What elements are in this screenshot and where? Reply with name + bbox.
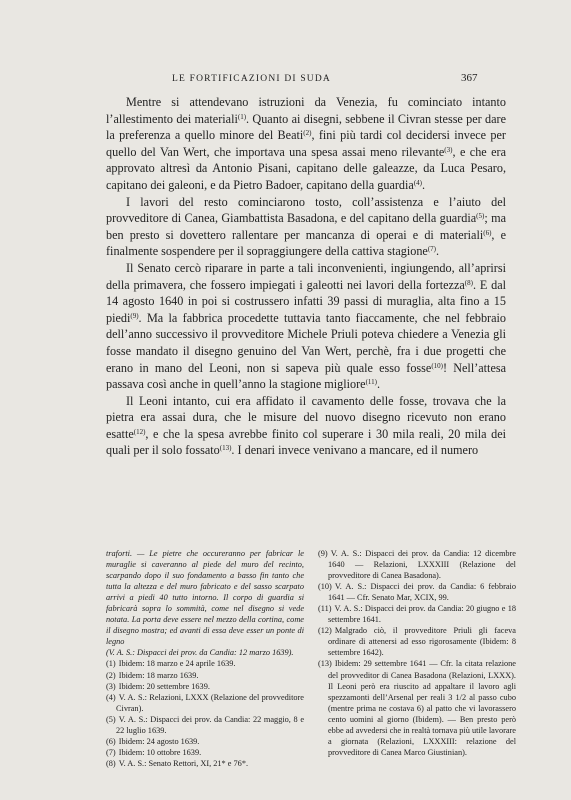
running-title: LE FORTIFICAZIONI DI SUDA (172, 74, 331, 84)
page-number: 367 (461, 72, 478, 84)
body-text (106, 94, 506, 459)
footnote-text: V. A. S.: Senato Rettori, XI, 21* e 76*. (118, 758, 249, 768)
footnote-number: (13) (318, 659, 332, 669)
footnote-text: V. A. S.: Dispacci dei prov. da Candia: 20 giugno e 18 settembre 1641. (328, 604, 516, 625)
footnote-text: (V. A. S.: Dispacci dei prov. da Candia: 12 marzo 1639). (106, 648, 294, 658)
footnote-ref: (3) (444, 145, 453, 154)
footnote-number: (2) (106, 670, 116, 680)
footnote-text: Ibidem: 18 marzo e 24 aprile 1639. (118, 659, 236, 669)
footnote-text: Malgrado ciò, il provveditore Priuli gli faceva ordinare di attenersi ad esso rigorosamente (Ibidem: 8 settembre 1642). (328, 626, 516, 658)
footnote (106, 758, 304, 769)
footnote-text: Ibidem: 20 settembre 1639. (118, 681, 210, 691)
text-run: ! Nell’attesa passava così anche in quell’anno la stagione migliore (106, 360, 507, 392)
footnote-ref: (6) (483, 228, 492, 237)
text-run: I lavori del resto cominciarono tosto, coll’assistenza e l’aiuto del provveditore di Canea, Giambattista Basadona, e del capitano della guardia (106, 194, 506, 226)
footnotes (106, 548, 516, 769)
footnote (318, 625, 516, 658)
text-run: , fini più tardi col decidersi invece per quello del Van Wert, che importava una spesa assai meno rilevante (106, 128, 506, 159)
footnote-number: (5) (106, 714, 116, 724)
footnote (106, 658, 304, 669)
text-run: . (436, 244, 440, 259)
text-run: . (377, 377, 381, 392)
footnote-text: V. A. S.: Dispacci dei prov. da Candia: 6 febbraio 1641 — Cfr. Senato Mar, XCIX, 99. (328, 582, 516, 603)
footnote (106, 714, 304, 736)
footnote-ref: (4) (413, 178, 422, 187)
footnote-ref: (9) (130, 311, 139, 320)
footnote (106, 647, 304, 658)
footnote (318, 603, 516, 625)
footnote (106, 747, 304, 758)
text-run: . (421, 177, 426, 192)
footnote-number: (7) (106, 747, 116, 757)
footnote (318, 548, 516, 581)
text-run: ; ma ben presto si dovettero rallentare per mancanza di operai e di materiali (106, 211, 506, 242)
paragraph (106, 94, 506, 194)
footnote-ref: (5) (476, 212, 485, 221)
footnote-text: V. A. S.: Dispacci dei prov. da Candia: 22 maggio, 8 e 22 luglio 1639. (116, 714, 304, 735)
footnote-ref: (2) (303, 129, 312, 138)
footnote-number: (6) (106, 736, 116, 746)
footnote (106, 548, 304, 647)
footnote-ref: (13) (219, 444, 232, 453)
footnote-text: Ibidem: 29 settembre 1641 — Cfr. la citata relazione del provveditor di Canea Basadona (Relazioni, LXXX). Il Leoni però era riuscito ad appaltare il lavoro agli spezzamonti dell’Arsenal per reali 3 1/2 al passo cubo (mentre prima ne costava 6) al patto che vi lavorassero cento uomini al giorno (Ibidem). — Ben presto però ebbe ad avvedersi che in realtà tornava più utile lavorare a giornata (Relazioni, LXXXIII: relazione del provveditore di Canea Marco Giustinian). (328, 659, 516, 757)
footnote-text: V. A. S.: Relazioni, LXXX (Relazione del provveditore Civran). (116, 692, 304, 713)
text-run: Mentre si attendevano istruzioni da Venezia, fu cominciato intanto l’allestimento dei materiali (106, 95, 506, 126)
text-run: . I denari invece venivano a mancare, ed il numero (231, 443, 479, 458)
text-run: Il Leoni intanto, cui era affidato il cavamento delle fosse, trovava che la pietra era assai dura, che le misure del nuovo disegno ricevuto non erano esatte (106, 393, 506, 441)
footnote-number: (8) (106, 758, 116, 768)
footnote-number: (1) (106, 659, 116, 669)
footnote-ref: (12) (133, 427, 146, 436)
paragraph (106, 393, 506, 459)
footnote-number: (3) (106, 681, 116, 691)
footnote-ref: (10) (431, 361, 443, 370)
footnote-number: (10) (318, 582, 332, 592)
footnote-number: (11) (318, 604, 332, 614)
text-run: Il Senato cercò riparare in parte a tali inconvenienti, ingiungendo, all’aprirsi della primavera, che fossero impiegati i galeotti nei lavori della fortezza (106, 260, 506, 292)
text-run: . Ma la fabbrica procedette tuttavia tanto fiaccamente, che nel febbraio dell’anno successivo il provveditore Michele Priuli poteva chiedere a Venezia gli fosse mandato il disegno genuino del Van Wert, perchè, fra i due progetti che erano in mano del Leoni, non si sapeva più quale esso fosse (106, 310, 506, 375)
paragraph (106, 260, 506, 393)
footnote-ref: (8) (464, 278, 473, 287)
footnote-number: (9) (318, 549, 328, 558)
footnote-text: traforti. — Le pietre che occureranno per fabricar le muraglie si caveranno al piede del muro del recinto, scarpando dopo il suo fondamento a basso fin tanto che tutta la altezza e del muro fabricato e del sasso scarpato arrivi a piedi 40 tutto intorno. Il corpo di guardia si fabricarà sopra lo sommità, come nel disegno si vede notata. La porta deve essere nel mezzo della cortina, come il disegno mostra; ed avanti di essa deve esser un ponte di legno (106, 549, 304, 647)
footnote-ref: (11) (365, 378, 377, 387)
footnote (318, 581, 516, 603)
footnote-text: Ibidem: 18 marzo 1639. (118, 670, 199, 680)
footnote-number: (12) (318, 626, 332, 636)
footnote-number: (4) (106, 692, 116, 702)
footnote (106, 736, 304, 747)
footnote (106, 670, 304, 681)
footnote-text: V. A. S.: Dispacci dei prov. da Candia: 12 dicembre 1640 — Relazioni, LXXXIII (Relazione del provveditore di Canea Basadona). (328, 549, 516, 581)
footnote (106, 692, 304, 714)
footnote (318, 658, 516, 757)
footnote-text: Ibidem: 10 ottobre 1639. (118, 747, 202, 757)
footnote-ref: (7) (427, 245, 437, 254)
footnote (106, 681, 304, 692)
footnote-ref: (1) (237, 112, 247, 121)
text-run: . E dal 14 agosto 1640 in poi si costrussero infatti 39 passi di muraglia, alta fino a 15 piedi (106, 277, 506, 325)
footnotes-left-column (106, 548, 304, 769)
page-header (0, 74, 571, 88)
footnotes-right-column (318, 548, 516, 769)
text-run: , e che era approvato altresì da Antonio Pisani, capitano delle galeazze, da Luca Pesaro, capitano dei galeoni, e da Pietro Badoer, capitano della guardia (106, 144, 506, 192)
text-run: . Quanto ai disegni, sebbene il Civran stesse per dare la preferenza a quello minore del Beati (106, 111, 507, 143)
text-run: , e finalmente sospendere per il sopraggiungere della cattiva stagione (106, 227, 506, 259)
footnote-text: Ibidem: 24 agosto 1639. (118, 736, 200, 746)
paragraph (106, 194, 506, 260)
text-run: , e che la spesa avrebbe finito col superare i 30 mila reali, 20 mila dei quali per il solo fossato (106, 426, 506, 458)
